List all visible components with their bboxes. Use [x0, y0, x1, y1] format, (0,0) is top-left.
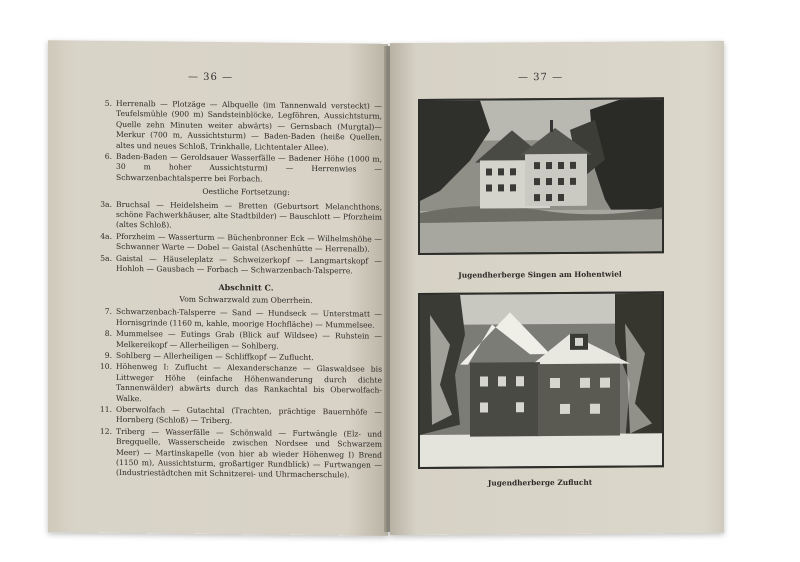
list-item: 3a. Bruchsal — Heidelsheim — Bretten (Geburtsort Melanchthons, schöne Fachwerkhäuser, alte Stadtbilder) — Bauschlott — Pforzheim (altes Schloß). [100, 199, 382, 230]
list-item: 5a. Gaistal — Häuseleplatz — Schweizerkopf — Langmartskopf — Hohloh — Gausbach — Forbach — Schwarzenbach-Talsperre. [100, 253, 382, 276]
sub-heading: Oestliche Fortsetzung: [202, 187, 290, 198]
list-item: 7. Schwarzenbach-Talsperre — Sand — Hundseck — Unterstmatt — Hornisgrinde (1160 m, kahle, moorige Hochfläche) — Mummelsee. [104, 307, 382, 330]
list-item: 4a. Pforzheim — Wasserturm — Büchenbronner Eck — Wilhelmshöhe — Schwanner Warte — Dobel — Gaistal (Aschenhütte — Herrenalb). [100, 231, 382, 254]
hostel-zuflucht-illustration [420, 293, 662, 467]
right-page [390, 41, 724, 535]
open-booklet [48, 42, 724, 534]
caption-hostel-zuflucht: Jugendherberge Zuflucht [487, 477, 593, 488]
list-item: 8. Mummelsee — Eutings Grab (Blick auf Wildsee) — Ruhstein — Melkereikopf — Allerheiligen — Sohlberg. [104, 328, 382, 351]
left-page [48, 40, 388, 536]
list-item: 12. Triberg — Wasserfälle — Schönwald — Furtwängle (Elz- und Bregquelle, Wasserscheide zwischen Nordsee und Schwarzem Meer) — Martinskapelle (von hier ab wieder Höhenweg I) Brend (1150 m), Aussichtsturm, großartiger Rundblick) — Furtwangen — (Industriestädtchen mit Schnitzerei- und Uhrmacherschule). [99, 426, 382, 480]
list-item: 10. Höhenweg I: Zuflucht — Alexanderschanze — Glaswaldsee bis Littweger Höhe (einfache Höhenwanderung durch dichte Tannenwälder) abwärts durch das Rankachtal bis Oberwolfach-Walke. [99, 362, 382, 403]
list-item: 5. Herrenalb — Plotzäge — Albquelle (im Tannenwald versteckt) — Teufelsmühle (900 m) Sandsteinblöcke, Legföhren, Aussichtsturm, Quelle zehn Minuten weiter abwärts) — Gernsbach (Murgtal)—Merkur (700 m, Aussichtsturm) — Baden-Baden (heiße Quellen, altes und neues Schloß, Trinkhalle, Lichtentaler Allee). [104, 98, 382, 152]
page-number-left: — 36 — [188, 71, 234, 84]
hostel-singen-illustration [420, 99, 662, 253]
list-item: 11. Oberwolfach — Gutachtal (Trachten, prächtige Bauernhöfe — Hornberg (Schloß) — Triberg. [99, 404, 382, 426]
left-page-text [96, 99, 382, 483]
photo-hostel-singen [418, 97, 664, 255]
list-item: 9. Sohlberg — Allerheiligen — Schliffkopf — Zuflucht. [104, 350, 314, 362]
caption-hostel-singen: Jugendherberge Singen am Hohentwiel [458, 269, 622, 280]
section-title: Abschnitt C. [218, 281, 274, 293]
page-number-right: — 37 — [518, 71, 564, 84]
photo-hostel-zuflucht [418, 291, 664, 469]
list-item: 6. Baden-Baden — Geroldsauer Wasserfälle — Badener Höhe (1000 m, 30 m hoher Aussichtsturm) — Herrenwies — Schwarzenbachtalsperre bei Forbach. [104, 151, 382, 184]
section-subtitle: Vom Schwarzwald zum Oberrhein. [179, 294, 313, 305]
